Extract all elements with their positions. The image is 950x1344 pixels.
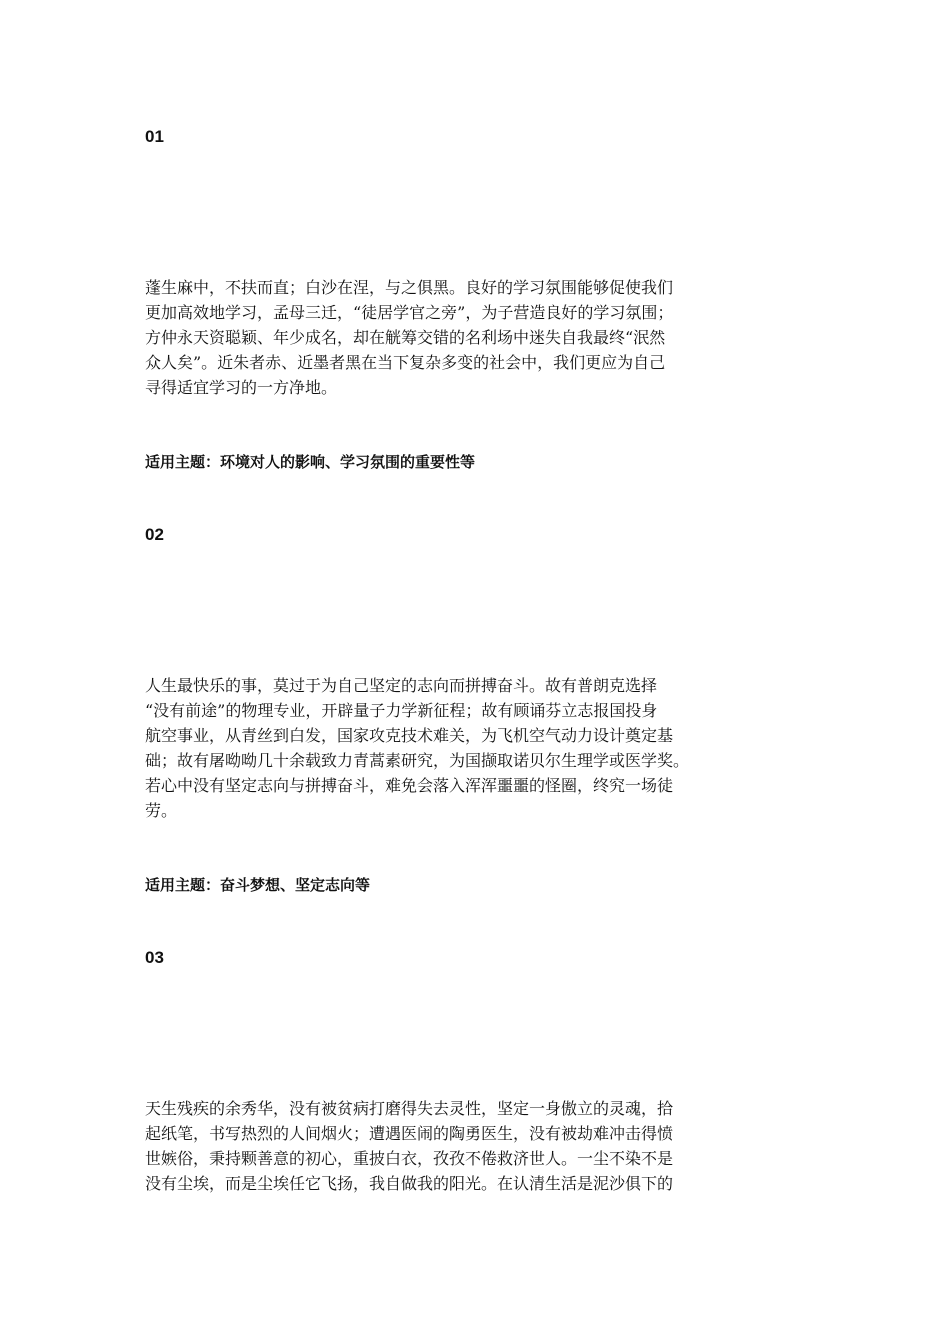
paragraph-line: 劳。 — [145, 801, 178, 820]
paragraph-line: 众人矣”。近朱者赤、近墨者黑在当下复杂多变的社会中，我们更应为自己 — [145, 353, 666, 372]
paragraph-line: 础；故有屠呦呦几十余载致力青蒿素研究，为国撷取诺贝尔生理学或医学奖。 — [145, 751, 690, 770]
section-paragraph-03 — [145, 1096, 795, 1196]
paragraph-line: 若心中没有坚定志向与拼搏奋斗，难免会落入浑浑噩噩的怪圈，终究一场徒 — [145, 776, 674, 795]
section-number-02: 02 — [145, 525, 164, 544]
paragraph-line: 没有尘埃，而是尘埃任它飞扬，我自做我的阳光。在认清生活是泥沙俱下的 — [145, 1174, 674, 1193]
paragraph-line: 航空事业，从青丝到白发，国家攻克技术难关，为飞机空气动力设计奠定基 — [145, 726, 674, 745]
paragraph-line: 更加高效地学习，孟母三迁，“徒居学官之旁”，为子营造良好的学习氛围； — [145, 303, 674, 322]
section-number-01: 01 — [145, 127, 164, 146]
paragraph-line: 世嫉俗，秉持颗善意的初心，重披白衣，孜孜不倦救济世人。一尘不染不是 — [145, 1149, 674, 1168]
paragraph-line: 寻得适宜学习的一方净地。 — [145, 378, 338, 397]
section-theme-01: 适用主题：环境对人的影响、学习氛围的重要性等 — [145, 453, 476, 471]
paragraph-line: 天生残疾的余秀华，没有被贫病打磨得失去灵性，坚定一身傲立的灵魂，拾 — [145, 1099, 674, 1118]
paragraph-line: 蓬生麻中，不扶而直；白沙在涅，与之俱黑。良好的学习氛围能够促使我们 — [145, 278, 674, 297]
paragraph-line: “没有前途”的物理专业，开辟量子力学新征程；故有顾诵芬立志报国投身 — [145, 701, 658, 720]
section-number-03: 03 — [145, 948, 164, 967]
section-theme-02: 适用主题：奋斗梦想、坚定志向等 — [145, 876, 371, 894]
section-paragraph-01 — [145, 275, 795, 400]
paragraph-line: 方仲永天资聪颖、年少成名，却在觥筹交错的名利场中迷失自我最终“泯然 — [145, 328, 666, 347]
section-paragraph-02 — [145, 673, 795, 823]
paragraph-line: 起纸笔，书写热烈的人间烟火；遭遇医闹的陶勇医生，没有被劫难冲击得愤 — [145, 1124, 674, 1143]
paragraph-line: 人生最快乐的事，莫过于为自己坚定的志向而拼搏奋斗。故有普朗克选择 — [145, 676, 658, 695]
